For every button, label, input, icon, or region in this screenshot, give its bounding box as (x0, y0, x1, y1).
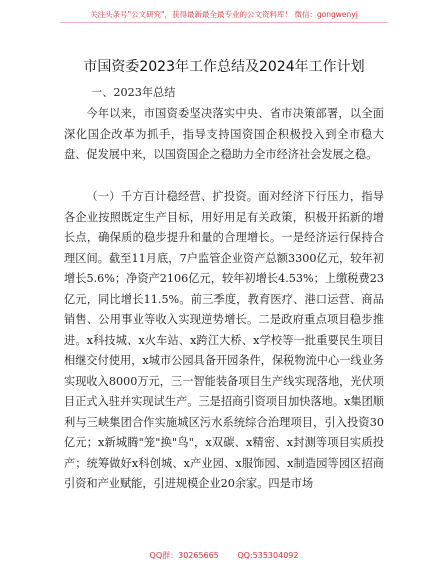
paragraph-intro: 今年以来，市国资委坚决落实中央、省市决策部署，以全面深化国企改革为抓手，指导支持国资国企积极投入到全市稳大盘、促发展中来，以国资国企之稳助力全市经济社会发展之稳。 (64, 107, 384, 161)
header-banner: 关注头条号"公文研究"，获得最新最全最专业的公文资料库！ 微信：gongwenyj (90, 10, 358, 19)
header-divider (60, 22, 388, 23)
footer (0, 550, 448, 561)
footer-qq: QQ:535304092 (237, 551, 299, 560)
document-title: 市国资委2023年工作总结及2024年工作计划 (83, 59, 365, 75)
paragraph-details: （一）千方百计稳经营、扩投资。面对经济下行压力，指导各企业按照既定生产目标，用好用足有关政策，积极开拓新的增长点，确保质的稳步提升和量的合理增长。一是经济运行保持合理区间。截至11月底，7户监管企业资产总额3300亿元，较年初增长5.6%；净资产2106亿元，较年初增长4.53%；上缴税费23亿元，同比增长11.5%。前三季度，教育医疗、港口运营、商品销售、公用事业等收入实现逆势增长。二是政府重点项目稳步推进。x科技城、x火车站、x跨江大桥、x学校等一批重要民生项目相继交付使用，x城市公园具备开园条件，保税物流中心一线业务实现收入8000万元，三一智能装备项目生产线实现落地，光伏项目正式入驻并实现试生产。三是招商引资项目加快落地。x集团顺利与三峡集团合作实施城区污水系统综合治理项目，引入投资30亿元；x新城腾"笼"换"鸟"，x双碳、x精密、x封测等项目实质投产；统筹做好x科创城、x产业园、x服饰园、x制造园等园区招商引资和产业赋能，引进规模企业20余家。四是市场 (64, 190, 384, 490)
footer-qq-group: QQ群：30265665 (149, 551, 219, 560)
section-heading: 一、2023年总结 (91, 86, 176, 99)
